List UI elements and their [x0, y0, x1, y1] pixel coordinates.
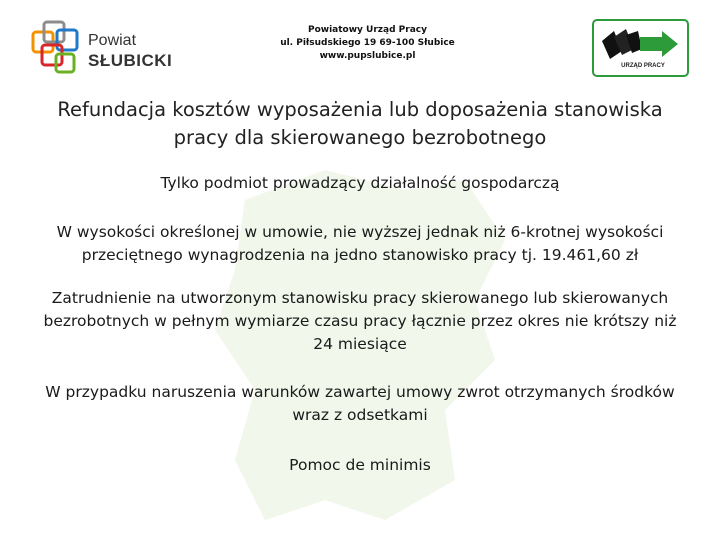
office-address: ul. Piłsudskiego 19 69-100 Słubice — [280, 38, 455, 48]
logo-word-powiat: Powiat — [88, 32, 137, 49]
slide-title: Refundacja kosztów wyposażenia lub doposażenia stanowiska pracy dla skierowanego bezrobotnego — [57, 98, 663, 149]
urzad-pracy-label: URZĄD PRACY — [621, 63, 665, 69]
logo-word-slubicki: SŁUBICKI — [88, 51, 173, 70]
point-amount-limit: W wysokości określonej w umowie, nie wyższej jednak niż 6-krotnej wysokości przeciętnego wynagrodzenia na jedno stanowisko pracy tj. 19.461,60 zł — [56, 223, 664, 264]
powiat-squares-icon — [30, 18, 86, 80]
office-info — [260, 24, 475, 63]
office-name: Powiatowy Urząd Pracy — [308, 25, 427, 35]
powiat-slubicki-logo — [30, 18, 175, 80]
point-business-only: Tylko podmiot prowadzący działalność gospodarczą — [160, 174, 560, 192]
point-de-minimis: Pomoc de minimis — [289, 456, 431, 474]
office-website: www.pupslubice.pl — [319, 51, 416, 61]
point-employment-period: Zatrudnienie na utworzonym stanowisku pracy skierowanego lub skierowanych bezrobotnych w pełnym wymiarze czasu pracy łącznie przez okres nie krótszy niż 24 miesiące — [43, 289, 677, 353]
urzad-pracy-logo — [592, 19, 689, 77]
point-refund-breach: W przypadku naruszenia warunków zawartej umowy zwrot otrzymanych środków wraz z odsetkami — [45, 383, 675, 424]
